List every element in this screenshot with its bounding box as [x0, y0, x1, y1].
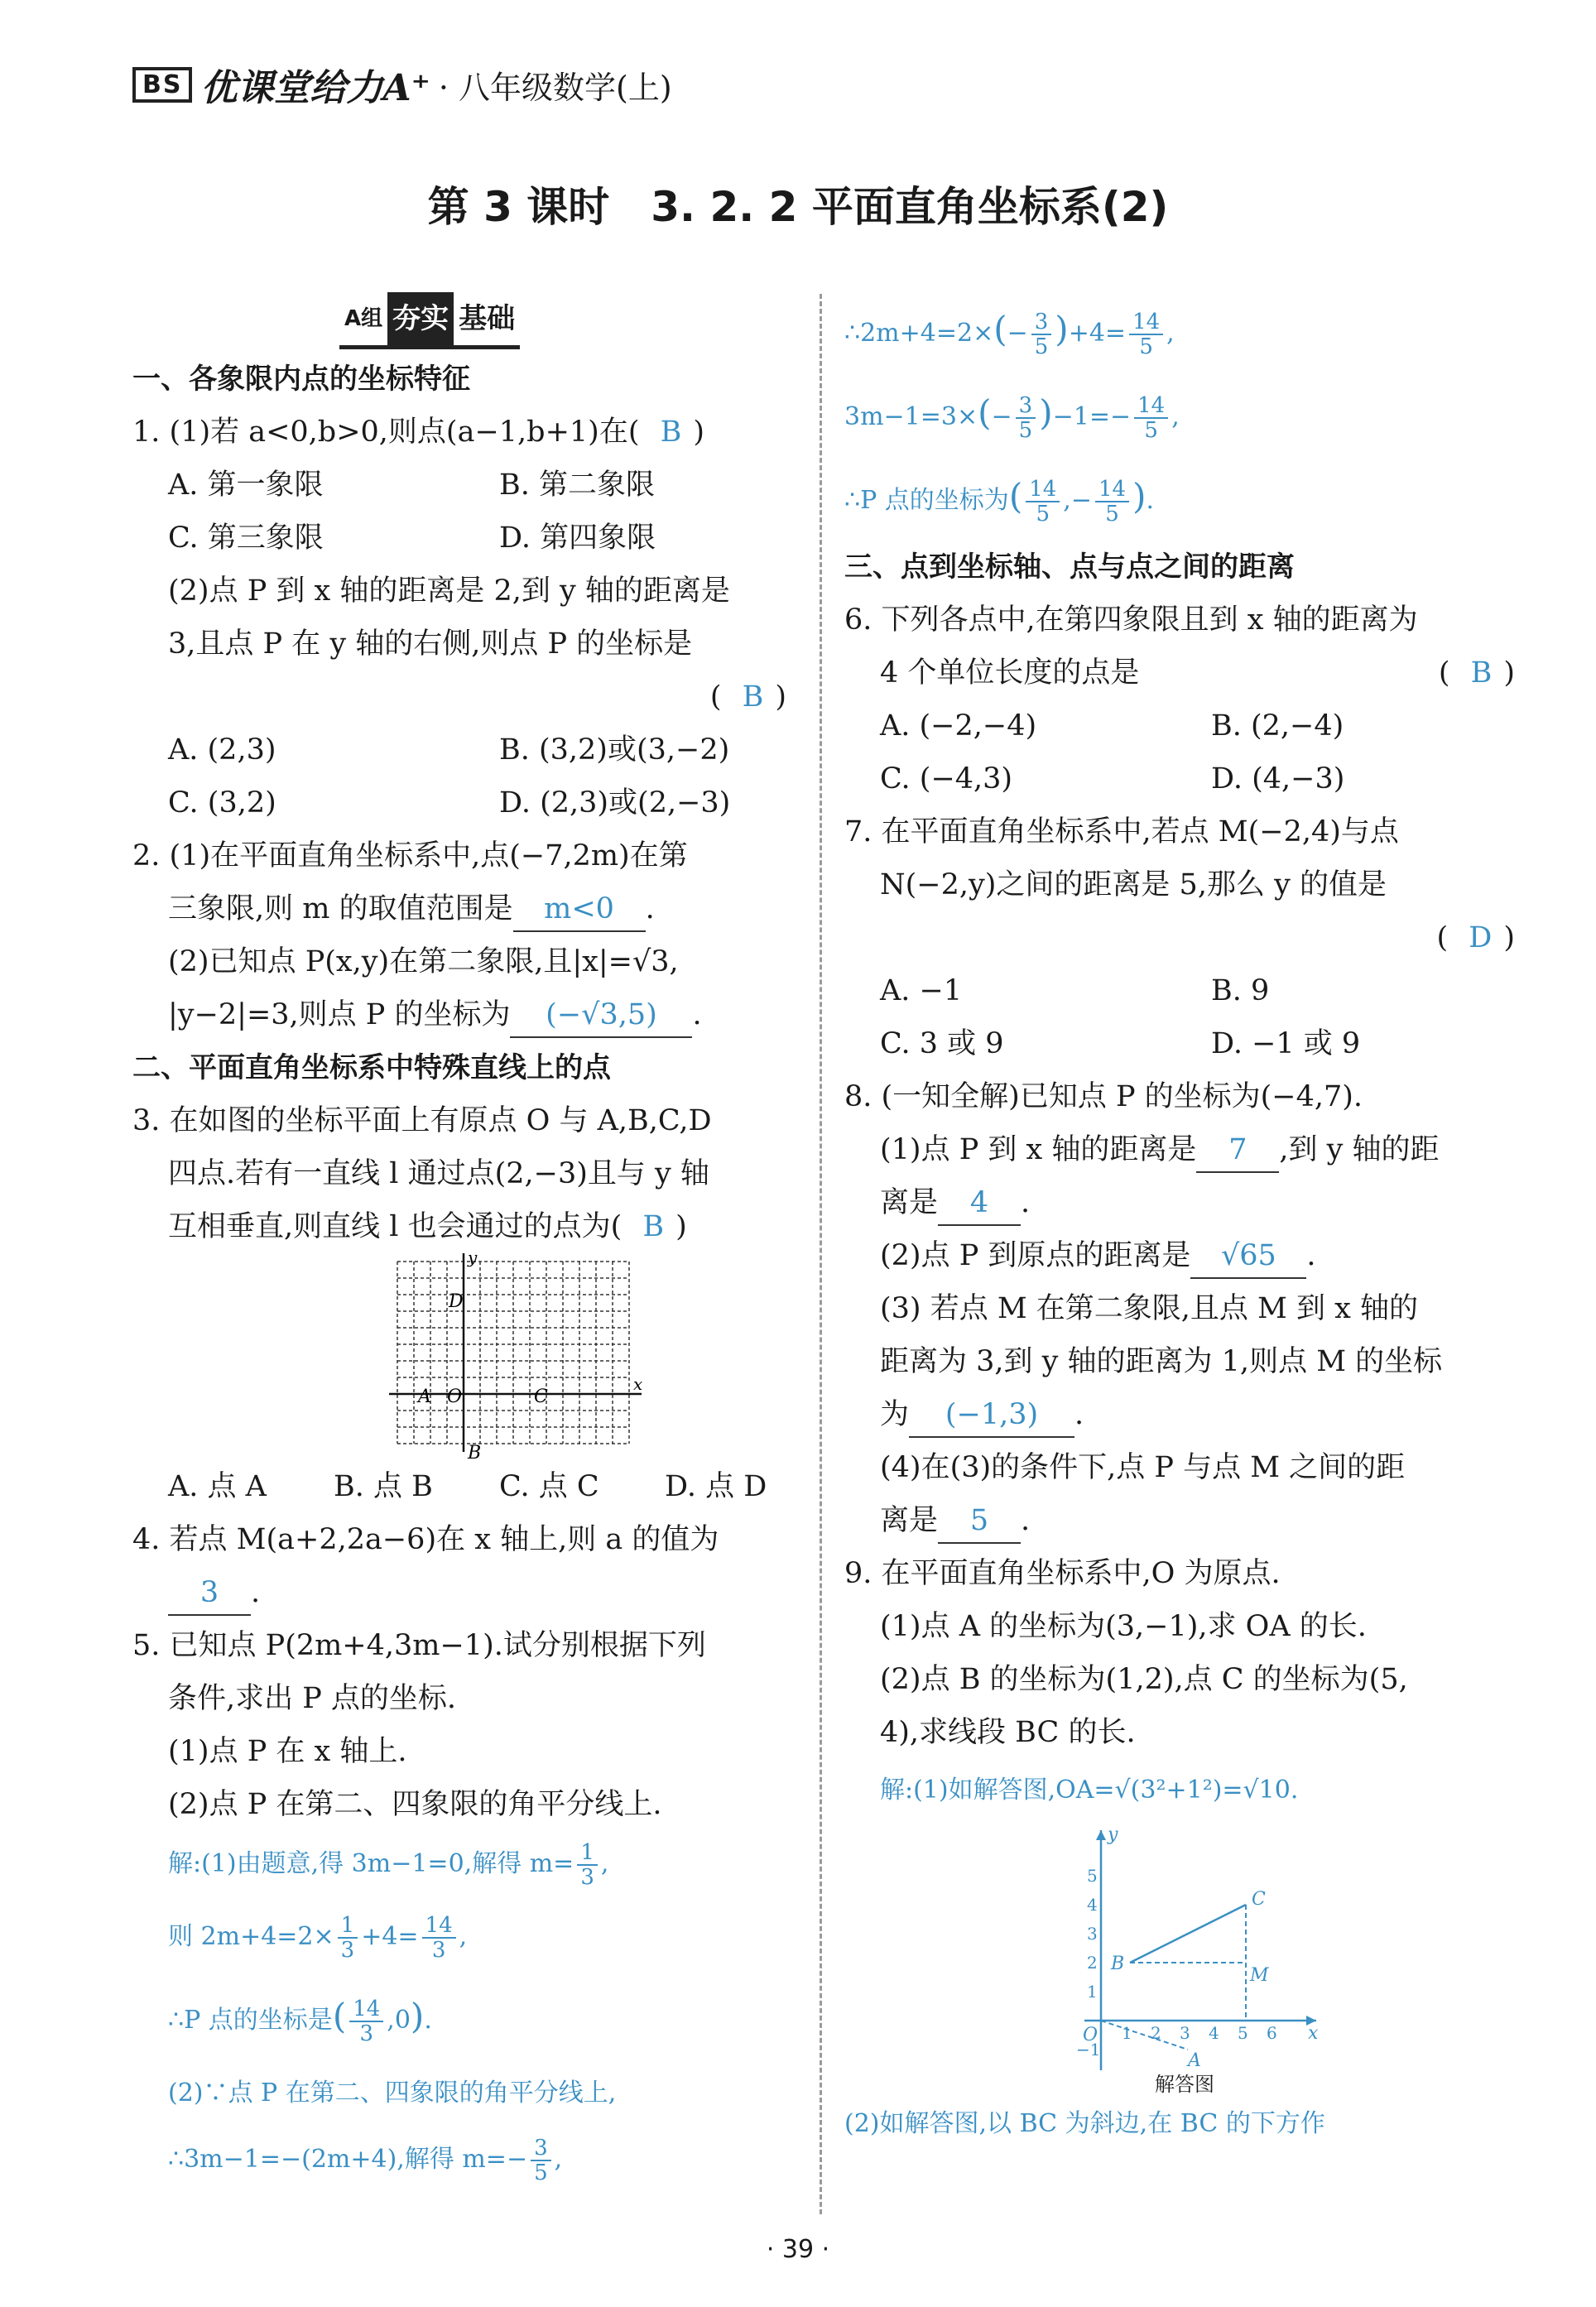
q2-1-stem-a: 2. (1)在平面直角坐标系中,点(−7,2m)在第 [132, 839, 688, 872]
q5-stem-a: 5. 已知点 P(2m+4,3m−1).试分别根据下列 [132, 1629, 706, 1662]
q9-part2-b: 4),求线段 BC 的长. [880, 1716, 1136, 1749]
right-column [844, 290, 1523, 2153]
fig-x-tick-4: 4 [1209, 2023, 1219, 2043]
q7-stem-b: N(−2,y)之间的距离是 5,那么 y 的值是 [880, 868, 1387, 901]
q2-2-stem-b: |y−2|=3,则点 P 的坐标为 [168, 998, 511, 1031]
q8-part3-blank: (−1,3) [909, 1393, 1074, 1438]
q3-stem-b: 四点.若有一直线 l 通过点(2,−3)且与 y 轴 [168, 1157, 709, 1190]
q1-1-options-row2 [132, 512, 795, 565]
q9-solution-1: 解:(1)如解答图,OA=√(3²+1²)=√10. [880, 1776, 1299, 1805]
q8-part4-text-b: 离是 [880, 1504, 939, 1537]
q1-2-option-a: A. (2,3) [168, 733, 276, 767]
frac-1-3b-den: 3 [340, 1938, 355, 1963]
frac-1-3b-num: 1 [338, 1914, 358, 1939]
q1-1-options-row1 [132, 459, 795, 512]
grid-point-a: A [418, 1387, 431, 1407]
q5-solution-5: ∴3m−1=−(2m+4),解得 m=− $\frac{3}{5}$ , [168, 2136, 563, 2185]
sol-r-text-1: ∴2m+4=2× [844, 319, 994, 348]
q6-stem-b: 4 个单位长度的点是 [880, 656, 1140, 690]
badge-word1: 夯实 [387, 292, 454, 345]
frac-r-14-5d-den: 5 [1105, 502, 1119, 526]
q3-option-d: D. 点 D [665, 1470, 767, 1503]
q8-part1-text-b: ,到 y 轴的距 [1279, 1133, 1440, 1166]
q6-stem-a: 6. 下列各点中,在第四象限且到 x 轴的距离为 [844, 603, 1418, 637]
q7-option-d: D. −1 或 9 [1211, 1027, 1361, 1060]
q8-part3-line-c: 为 (−1,3) . [844, 1388, 1523, 1441]
q5-solution-7: 3m−1=3×(− $\frac{3}{5}$ )−1=− $\frac{14}{5}$ , [844, 392, 1180, 443]
grid-point-d: D [449, 1291, 464, 1312]
fig-x-tick-3: 3 [1180, 2023, 1190, 2043]
frac-3-5-num: 3 [531, 2136, 551, 2161]
q6-options-row2 [844, 752, 1523, 805]
sol-r-text-2b: −1=− [1052, 402, 1132, 431]
q1-1-option-b: B. 第二象限 [499, 469, 655, 502]
fig-origin: O [1083, 2025, 1098, 2045]
fig-caption: 解答图 [1155, 2073, 1214, 2095]
fig-point-b: B [1111, 1954, 1125, 1974]
fig-x-tick-6: 6 [1267, 2023, 1277, 2043]
grid-point-b: B [468, 1443, 482, 1460]
q8-part1-text: (1)点 P 到 x 轴的距离是 [880, 1133, 1197, 1166]
q7-option-a: A. −1 [880, 974, 963, 1007]
q1-1-stem: 1. (1)若 a<0,b>0,则点(a−1,b+1)在( [132, 416, 640, 449]
frac-1-3-den: 3 [580, 1865, 594, 1890]
grid-origin: O [447, 1387, 463, 1407]
q8-part1-line2: 离是 4 . [844, 1176, 1523, 1229]
sol5-text-3: ∴P 点的坐标是 [168, 2006, 333, 2035]
q8-part1-text-c: 离是 [880, 1186, 939, 1219]
q5-solution-2: 则 2m+4=2× $\frac{1}{3}$ +4= $\frac{14}{3}$ , [168, 1913, 468, 1963]
q4-answer-blank: 3 [168, 1571, 251, 1616]
fig-x-tick-1: 1 [1122, 2023, 1132, 2043]
grid-x-label: x [633, 1374, 643, 1394]
frac-r-14-5-num: 14 [1129, 310, 1163, 335]
frac-14-3-num: 14 [422, 1914, 456, 1939]
q3-options [132, 1460, 795, 1513]
running-header [132, 58, 672, 111]
q6-line-b: 4 个单位长度的点是 ( B ) [880, 656, 1515, 690]
fig-point-c: C [1252, 1889, 1266, 1910]
section-heading-3: 三、点到坐标轴、点与点之间的距离 [844, 550, 1295, 584]
fig-point-m: M [1250, 1965, 1269, 1986]
section-heading-1: 一、各象限内点的坐标特征 [132, 363, 470, 396]
fig-x-label: x [1308, 2023, 1319, 2044]
fig-y-tick-1: 1 [1087, 1982, 1098, 2002]
q2-1-answer-blank: m<0 [513, 887, 646, 932]
q6-answer: B [1470, 656, 1493, 690]
q2-1-line-b: 三象限,则 m 的取值范围是 m<0 . [132, 882, 795, 935]
q7-stem-a: 7. 在平面直角坐标系中,若点 M(−2,4)与点 [844, 815, 1399, 848]
q5-stem-b: 条件,求出 P 点的坐标. [168, 1682, 457, 1715]
q7-option-c: C. 3 或 9 [880, 1027, 1004, 1060]
fig-point-a: A [1188, 2050, 1201, 2071]
q1-1-option-a: A. 第一象限 [168, 469, 324, 502]
frac-r-3-5b-den: 5 [1018, 418, 1033, 443]
q2-2-answer-blank: (−√3,5) [510, 993, 692, 1038]
fig-y-tick-4: 4 [1087, 1895, 1098, 1915]
q9-solution-2: (2)如解答图,以 BC 为斜边,在 BC 的下方作 [844, 2109, 1325, 2138]
q5-part1: (1)点 P 在 x 轴上. [168, 1735, 407, 1768]
q1-2-stem-b: 3,且点 P 在 y 轴的右侧,则点 P 的坐标是 [168, 627, 693, 661]
frac-14-3-den: 3 [431, 1938, 446, 1963]
sol-r-text-1b: +4= [1068, 319, 1127, 348]
q3-option-b: B. 点 B [334, 1470, 433, 1503]
q1-1-answer: B [660, 416, 682, 449]
frac-14-3b-num: 14 [349, 1997, 383, 2022]
q2-2-stem-a: (2)已知点 P(x,y)在第二象限,且|x|=√3, [168, 945, 679, 978]
q1-2-answer: B [742, 680, 764, 714]
frac-r-14-5b-den: 5 [1144, 418, 1158, 443]
q8-part3-b: 距离为 3,到 y 轴的距离为 1,则点 M 的坐标 [880, 1345, 1443, 1378]
q7-options-row2 [844, 1017, 1523, 1070]
q3-stem-c: 互相垂直,则直线 l 也会通过的点为( [168, 1210, 623, 1243]
q6-option-c: C. (−4,3) [880, 762, 1013, 795]
q8-part4-line-b: 离是 5 . [844, 1494, 1523, 1547]
frac-r-14-5c-den: 5 [1036, 502, 1050, 526]
q1-2-options-row2 [132, 776, 795, 829]
answer-figure [844, 1822, 1523, 2095]
q5-solution-8: ∴P 点的坐标为( $\frac{14}{5}$ ,− $\frac{14}{5}$ ). [844, 476, 1155, 526]
q3-option-c: C. 点 C [499, 1470, 599, 1503]
grid-y-label: y [468, 1253, 478, 1267]
frac-1-3-num: 1 [577, 1841, 598, 1866]
q8-part2-text: (2)点 P 到原点的距离是 [880, 1239, 1191, 1272]
sol5-text-5: ∴3m−1=−(2m+4),解得 m=− [168, 2145, 528, 2174]
q3-line-c: 互相垂直,则直线 l 也会通过的点为( B ) [168, 1210, 687, 1243]
frac-r-3-5-den: 5 [1034, 334, 1049, 359]
fig-y-tick-2: 2 [1087, 1953, 1098, 1973]
sol5-text-1: 解:(1)由题意,得 3m−1=0,解得 m= [168, 1849, 574, 1878]
q5-solution-4: (2)∵点 P 在第二、四象限的角平分线上, [168, 2079, 617, 2108]
q4-answer-line: 3 . [132, 1566, 795, 1619]
q8-part1-line [844, 1123, 1523, 1176]
fig-x-tick-2: 2 [1151, 2023, 1161, 2043]
q7-option-b: B. 9 [1211, 974, 1270, 1007]
q9-part2-a: (2)点 B 的坐标为(1,2),点 C 的坐标为(5, [880, 1663, 1408, 1696]
sol5-text-2b: +4= [361, 1922, 419, 1951]
section-heading-2: 二、平面直角坐标系中特殊直线上的点 [132, 1051, 611, 1084]
q1-2-option-c: C. (3,2) [168, 786, 276, 819]
q6-option-b: B. (2,−4) [1211, 709, 1344, 743]
fig-y-label: y [1108, 1824, 1118, 1845]
page-number: · 39 · [766, 2235, 830, 2264]
fig-x-tick-5: 5 [1238, 2023, 1248, 2043]
brand-name: 优课堂给力A⁺ [200, 67, 430, 109]
q5-solution-6: ∴2m+4=2×(− $\frac{3}{5}$ )+4= $\frac{14}{5}$ , [844, 309, 1175, 359]
q1-2-stem-a: (2)点 P 到 x 轴的距离是 2,到 y 轴的距离是 [168, 574, 730, 608]
frac-r-14-5b-num: 14 [1134, 394, 1168, 419]
sol5-text-2: 则 2m+4=2× [168, 1922, 334, 1951]
q8-part2-line: (2)点 P 到原点的距离是 √65 . [844, 1229, 1523, 1282]
q9-part1: (1)点 A 的坐标为(3,−1),求 OA 的长. [880, 1610, 1367, 1643]
q8-stem: 8. (一知全解)已知点 P 的坐标为(−4,7). [844, 1080, 1363, 1113]
badge-group: A组 [344, 306, 383, 331]
sol-r-text-3: ∴P 点的坐标为 [844, 486, 1009, 515]
q7-answer: D [1469, 921, 1493, 954]
q6-option-a: A. (−2,−4) [880, 709, 1037, 743]
frac-r-14-5-den: 5 [1139, 334, 1153, 359]
frac-r-3-5b-num: 3 [1016, 394, 1036, 419]
fig-y-tick-5: 5 [1087, 1866, 1098, 1886]
q7-bracket: ( D ) [1436, 921, 1515, 954]
q8-part1-blank: 7 [1196, 1128, 1279, 1173]
q3-stem-a: 3. 在如图的坐标平面上有原点 O 与 A,B,C,D [132, 1104, 712, 1137]
q1-2-option-d: D. (2,3)或(2,−3) [499, 786, 731, 819]
q8-part3-text-c: 为 [880, 1398, 910, 1431]
q6-option-d: D. (4,−3) [1211, 762, 1345, 795]
frac-r-3-5-num: 3 [1031, 310, 1052, 335]
grid-point-c: C [534, 1387, 548, 1407]
group-badge [132, 290, 795, 349]
frac-r-14-5d-num: 14 [1095, 478, 1129, 502]
q2-1-stem-b: 三象限,则 m 的取值范围是 [168, 892, 513, 925]
left-column [132, 290, 795, 2193]
frac-r-14-5c-num: 14 [1026, 478, 1060, 502]
q8-part4-a: (4)在(3)的条件下,点 P 与点 M 之间的距 [880, 1451, 1406, 1484]
q7-options-row1 [844, 964, 1523, 1017]
fig-y-tick-3: 3 [1087, 1924, 1098, 1944]
q2-2-line-b: |y−2|=3,则点 P 的坐标为 (−√3,5) . [132, 988, 795, 1041]
q1-2-options-row1 [132, 723, 795, 776]
q5-part2: (2)点 P 在第二、四象限的角平分线上. [168, 1788, 662, 1821]
publisher-logo: BS [132, 67, 192, 103]
q4-stem: 4. 若点 M(a+2,2a−6)在 x 轴上,则 a 的值为 [132, 1523, 719, 1556]
q1-1-option-d: D. 第四象限 [499, 521, 656, 555]
frac-14-3b-den: 3 [359, 2021, 374, 2046]
book-subject: · 八年级数学(上) [438, 69, 672, 106]
q6-options-row1 [844, 699, 1523, 752]
q1-1: 1. (1)若 a<0,b>0,则点(a−1,b+1)在( B ) [132, 416, 705, 449]
q8-part4-blank: 5 [938, 1499, 1021, 1544]
q5-solution-3: ∴P 点的坐标是( $\frac{14}{3}$ ,0). [168, 1996, 432, 2046]
fig-y-tick-neg1: −1 [1076, 2040, 1101, 2059]
q8-part2-blank: √65 [1190, 1234, 1306, 1279]
q1-2-bracket: ( B ) [709, 680, 786, 714]
badge-word2: 基础 [459, 302, 516, 335]
q8-part1-blank-2: 4 [938, 1181, 1021, 1226]
q8-part3-a: (3) 若点 M 在第二象限,且点 M 到 x 轴的 [880, 1292, 1418, 1325]
q3-figure [132, 1253, 795, 1460]
q5-solution-1: 解:(1)由题意,得 3m−1=0,解得 m= $\frac{1}{3}$ , [168, 1840, 609, 1890]
column-divider [820, 294, 822, 2214]
q1-1-option-c: C. 第三象限 [168, 521, 324, 555]
q1-2-option-b: B. (3,2)或(3,−2) [499, 733, 730, 767]
q3-option-a: A. 点 A [168, 1470, 267, 1503]
sol-r-text-2: 3m−1=3× [844, 402, 978, 431]
q3-answer: B [642, 1210, 665, 1243]
q9-stem: 9. 在平面直角坐标系中,O 为原点. [844, 1557, 1281, 1590]
frac-3-5-den: 5 [534, 2160, 548, 2185]
lesson-title: 第 3 课时 3. 2. 2 平面直角坐标系(2) [427, 183, 1169, 231]
